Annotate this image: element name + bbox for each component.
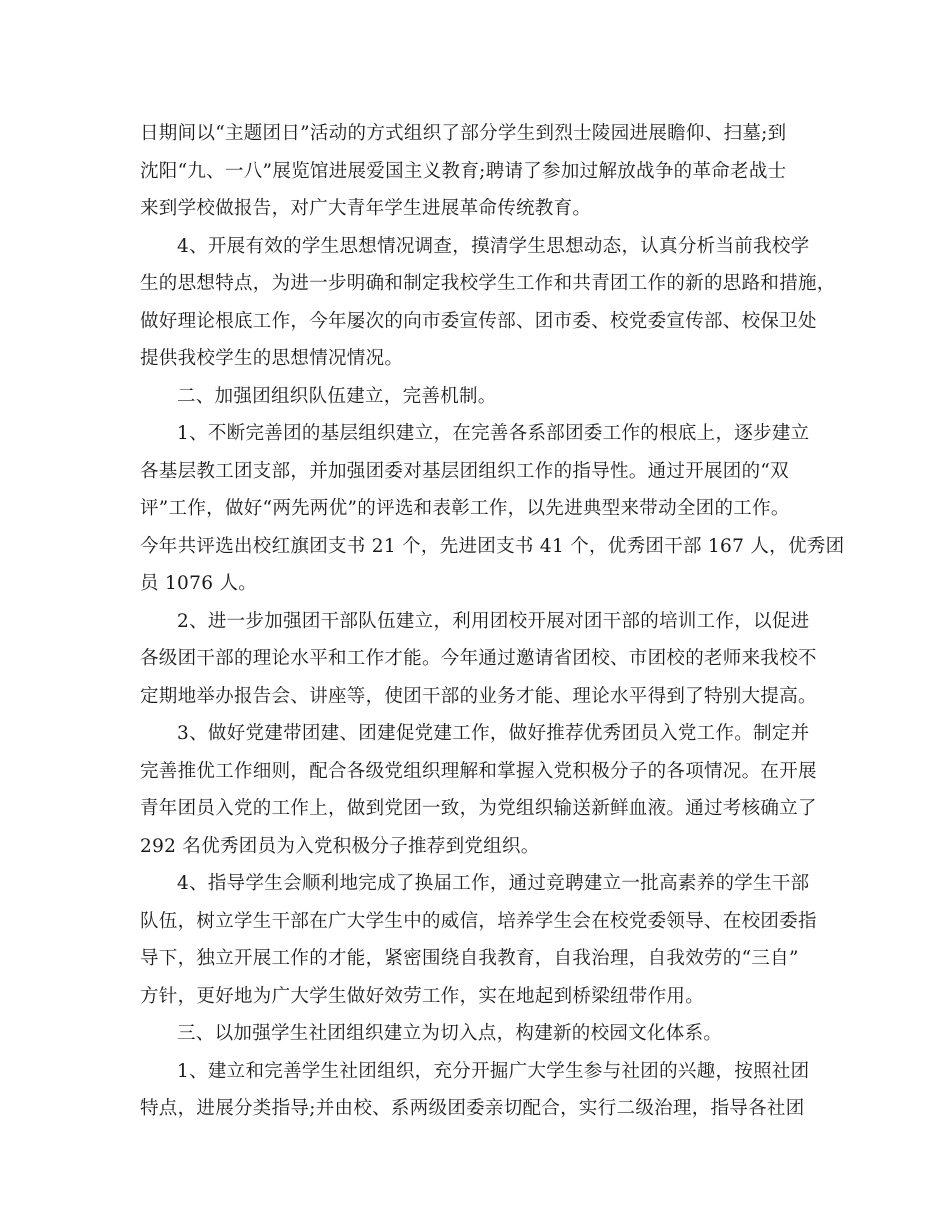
- text-line: 1、建立和完善学生社团组织，充分开掘广大学生参与社团的兴趣，按照社团: [177, 1060, 810, 1082]
- text-line: 队伍，树立学生干部在广大学生中的威信，培养学生会在校党委领导、在校团委指: [140, 910, 817, 932]
- text-line: 生的思想特点，为进一步明确和制定我校学生工作和共青团工作的新的思路和措施，: [140, 273, 836, 294]
- text-line: 青年团员入党的工作上，做到党团一致，为党组织输送新鲜血液。通过考核确立了: [140, 798, 817, 819]
- text-line: 定期地举办报告会、讲座等，使团干部的业务才能、理论水平得到了特别大提高。: [140, 685, 817, 707]
- text-line: 3、做好党建带团建、团建促党建工作，做好推荐优秀团员入党工作。制定并: [177, 723, 810, 744]
- document-body: [140, 115, 845, 1128]
- text-line: 日期间以“主题团日”活动的方式组织了部分学生到烈士陵园进展瞻仰、扫墓;到: [140, 123, 787, 144]
- text-line: 各基层教工团支部，并加强团委对基层团组织工作的指导性。通过开展团的“双: [140, 460, 789, 482]
- text-line: 各级团干部的理论水平和工作才能。今年通过邀请省团校、市团校的老师来我校不: [140, 648, 817, 669]
- text-line: 2、进一步加强团干部队伍建立，利用团校开展对团干部的培训工作，以促进: [177, 610, 810, 632]
- text-line: 今年共评选出校红旗团支书 21 个，先进团支书 41 个，优秀团干部 167 人，优秀团: [140, 535, 845, 557]
- text-line: 4、开展有效的学生思想情况调查，摸清学生思想动态，认真分析当前我校学: [177, 235, 810, 257]
- text-line: 提供我校学生的思想情况情况。: [140, 348, 404, 369]
- text-line: 三、以加强学生社团组织建立为切入点，构建新的校园文化体系。: [177, 1023, 723, 1044]
- text-line: 评”工作，做好“两先两优”的评选和表彰工作，以先进典型来带动全团的工作。: [140, 498, 790, 519]
- text-line: 沈阳“九、一八”展览馆进展爱国主义教育;聘请了参加过解放战争的革命老战士: [140, 160, 787, 182]
- text-line: 做好理论根底工作，今年屡次的向市委宣传部、团市委、校党委宣传部、校保卫处: [140, 310, 817, 332]
- text-line: 特点，进展分类指导;并由校、系两级团委亲切配合，实行二级治理，指导各社团: [140, 1098, 805, 1119]
- text-line: 二、加强团组织队伍建立，完善机制。: [177, 385, 497, 407]
- text-line: 导下，独立开展工作的才能，紧密围绕自我教育，自我治理，自我效劳的“三自”: [140, 948, 799, 969]
- text-line: 方针，更好地为广大学生做好效劳工作，实在地起到桥梁纽带作用。: [140, 985, 705, 1007]
- text-line: 292 名优秀团员为入党积极分子推荐到党组织。: [140, 835, 540, 857]
- text-line: 员 1076 人。: [140, 573, 258, 594]
- text-line: 来到学校做报告，对广大青年学生进展革命传统教育。: [140, 198, 592, 219]
- text-line: 完善推优工作细则，配合各级党组织理解和掌握入党积极分子的各项情况。在开展: [140, 760, 817, 782]
- text-line: 4、指导学生会顺利地完成了换届工作，通过竞聘建立一批高素养的学生干部: [177, 873, 810, 894]
- text-line: 1、不断完善团的基层组织建立，在完善各系部团委工作的根底上，逐步建立: [177, 423, 810, 444]
